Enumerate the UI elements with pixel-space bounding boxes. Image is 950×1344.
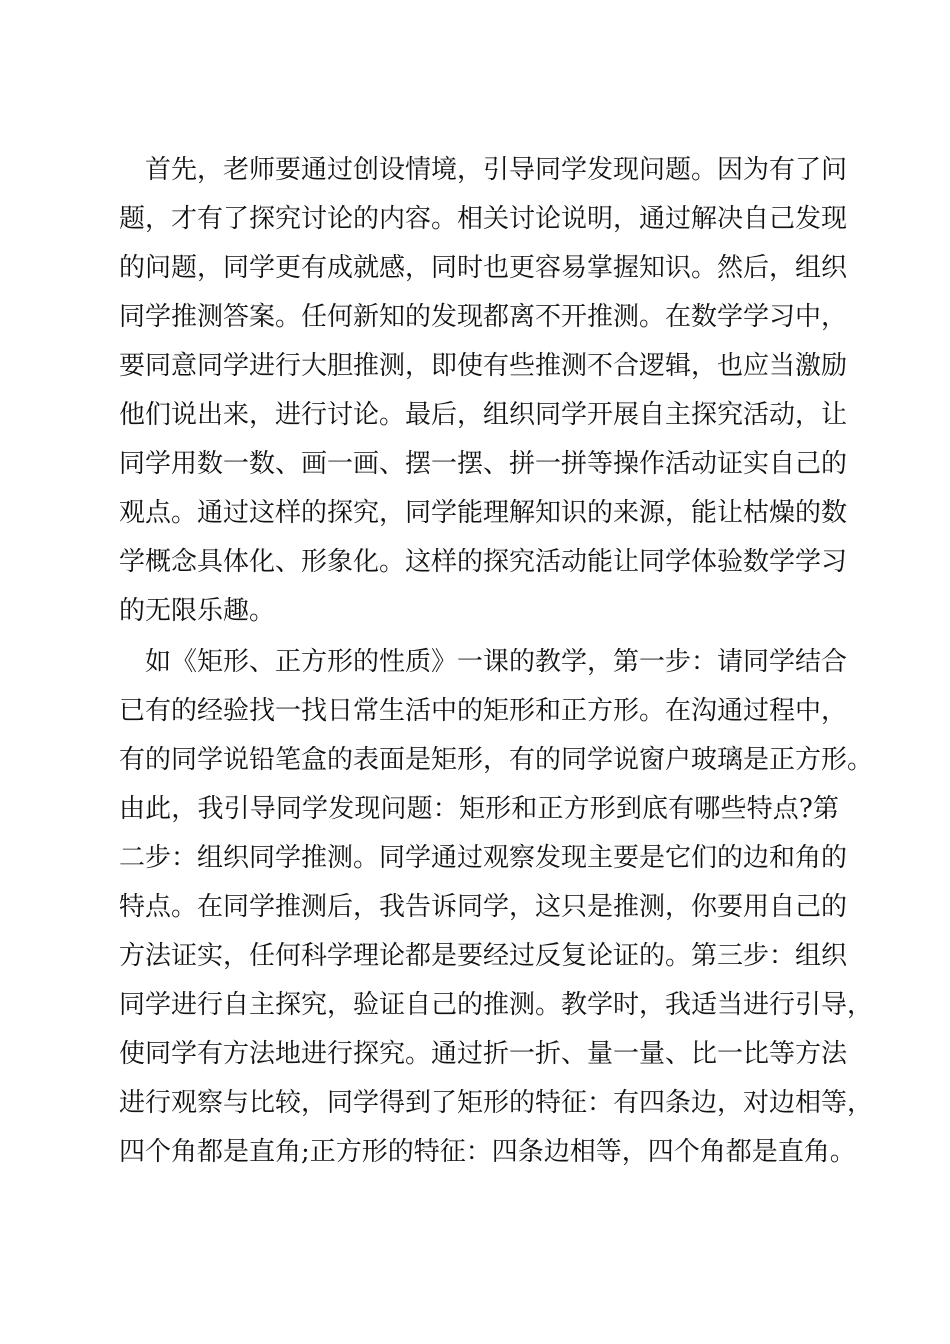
paragraph-line: 观点。通过这样的探究，同学能理解知识的来源，能让枯燥的数	[119, 498, 848, 528]
paragraph-line: 如《矩形、正方形的性质》一课的教学，第一步：请同学结合	[145, 647, 848, 677]
paragraph-line: 要同意同学进行大胆推测，即使有些推测不合逻辑，也应当激励	[119, 351, 848, 381]
paragraph-line: 已有的经验找一找日常生活中的矩形和正方形。在沟通过程中，	[119, 696, 848, 726]
paragraph-line: 方法证实，任何科学理论都是要经过反复论证的。第三步：组织	[119, 941, 848, 971]
paragraph-line: 特点。在同学推测后，我告诉同学，这只是推测，你要用自己的	[119, 892, 848, 922]
paragraph-line: 首先，老师要通过创设情境，引导同学发现问题。因为有了问	[145, 155, 848, 185]
paragraph-line: 的无限乐趣。	[119, 596, 276, 626]
paragraph-line: 的问题，同学更有成就感，同时也更容易掌握知识。然后，组织	[119, 253, 848, 283]
paragraph-line: 同学推测答案。任何新知的发现都离不开推测。在数学学习中，	[119, 302, 848, 332]
paragraph-line: 使同学有方法地进行探究。通过折一折、量一量、比一比等方法	[119, 1039, 848, 1069]
paragraph-line: 二步：组织同学推测。同学通过观察发现主要是它们的边和角的	[119, 843, 848, 873]
paragraph-1	[119, 146, 848, 636]
paragraph-line: 学概念具体化、形象化。这样的探究活动能让同学体验数学学习	[119, 547, 848, 577]
paragraph-line: 题，才有了探究讨论的内容。相关讨论说明，通过解决自己发现	[119, 204, 848, 234]
paragraph-line: 同学用数一数、画一画、摆一摆、拼一拼等操作活动证实自己的	[119, 449, 848, 479]
paragraph-2	[119, 638, 874, 1177]
paragraph-line: 由此，我引导同学发现问题：矩形和正方形到底有哪些特点?第	[119, 794, 839, 824]
paragraph-line: 进行观察与比较，同学得到了矩形的特征：有四条边，对边相等，	[119, 1088, 874, 1118]
paragraph-line: 他们说出来，进行讨论。最后，组织同学开展自主探究活动，让	[119, 400, 848, 430]
paragraph-line: 有的同学说铅笔盒的表面是矩形，有的同学说窗户玻璃是正方形。	[119, 745, 874, 775]
paragraph-line: 同学进行自主探究，验证自己的推测。教学时，我适当进行引导，	[119, 990, 874, 1020]
paragraph-line: 四个角都是直角;正方形的特征：四条边相等，四个角都是直角。	[119, 1137, 856, 1167]
